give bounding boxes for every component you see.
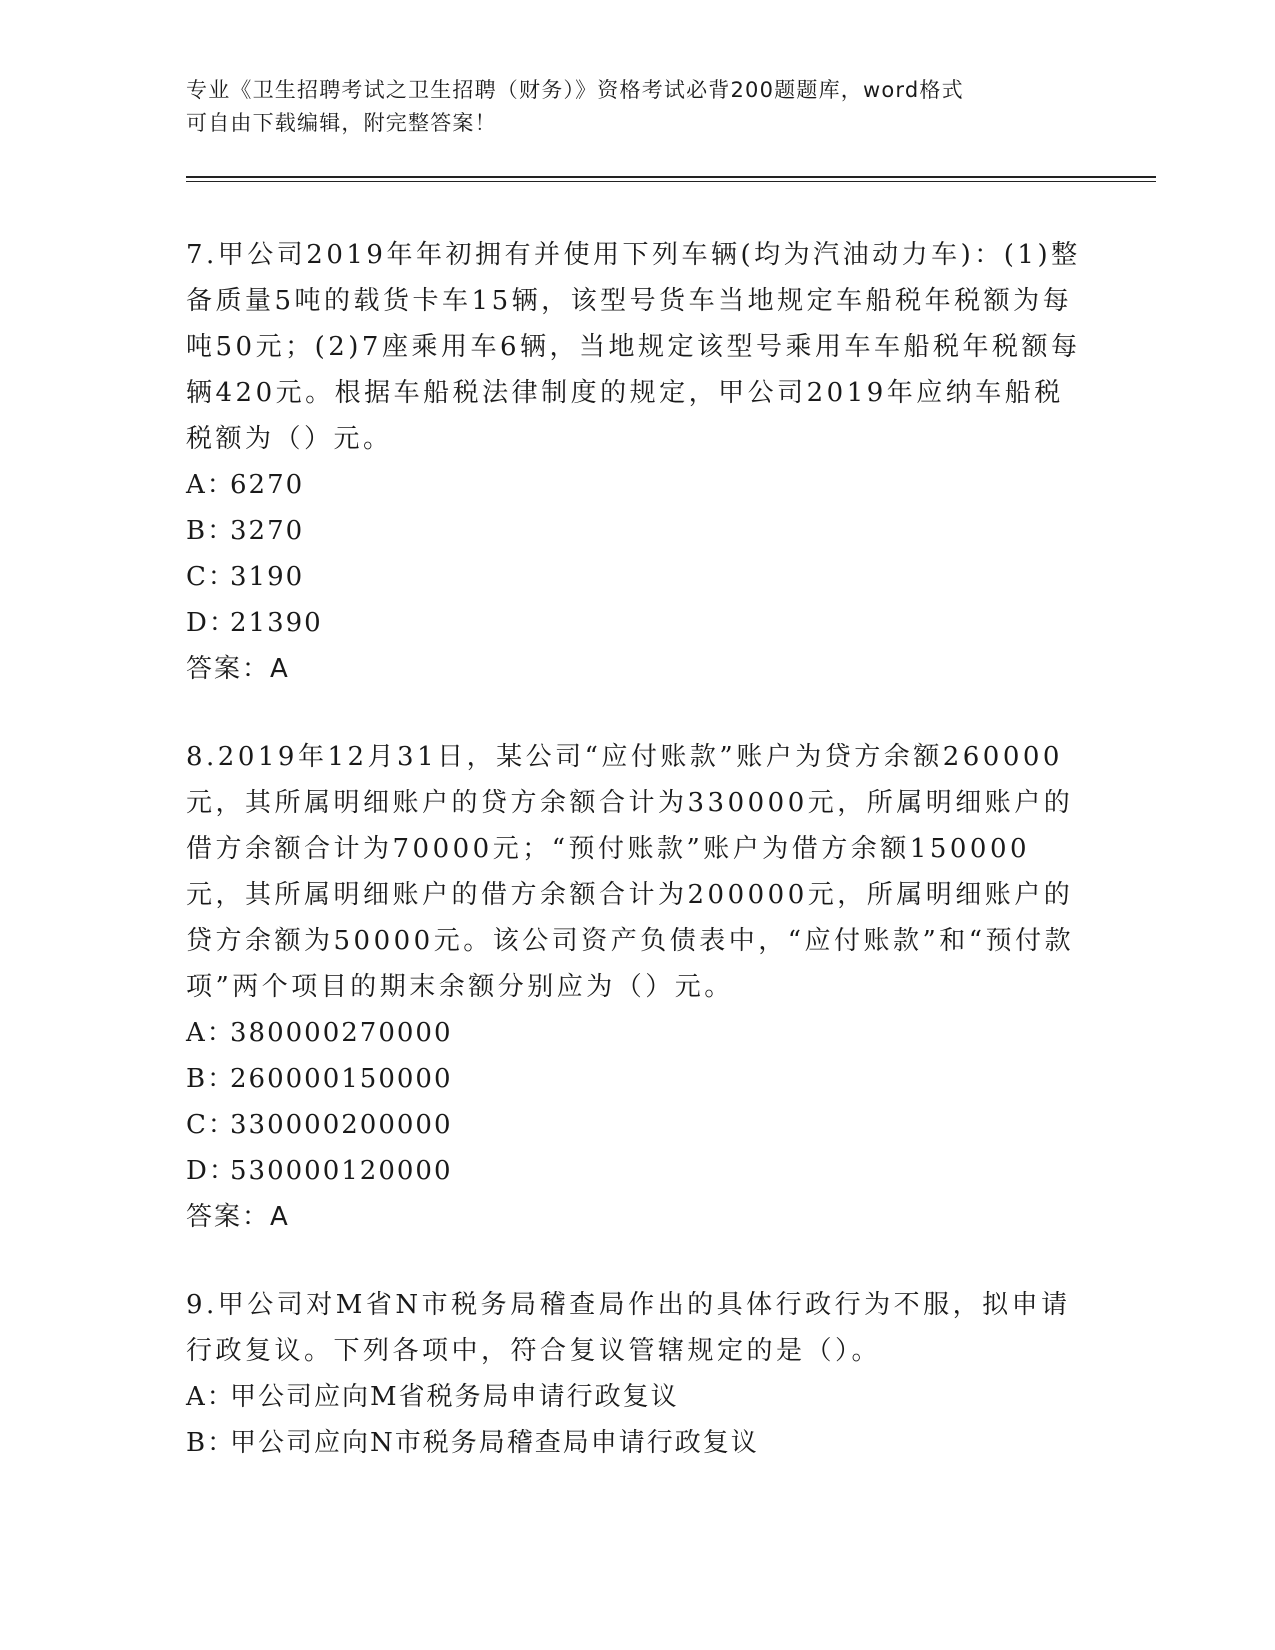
question-list xyxy=(186,232,1086,1508)
option-label: B： xyxy=(186,1428,236,1458)
option-b xyxy=(186,508,1086,554)
option-value: 3190 xyxy=(230,562,305,592)
header-line-1: 专业《卫生招聘考试之卫生招聘（财务）》资格考试必背200题题库，word格式 xyxy=(186,78,964,102)
option-a xyxy=(186,462,1086,508)
option-b xyxy=(186,1056,1086,1102)
option-label: C： xyxy=(186,1110,236,1140)
option-d xyxy=(186,600,1086,646)
answer-line: 答案：A xyxy=(186,654,290,684)
option-label: D： xyxy=(186,608,237,638)
option-value: 260000150000 xyxy=(230,1064,453,1094)
question-8 xyxy=(186,734,1086,1240)
header-divider-thin xyxy=(186,181,1156,182)
option-label: B： xyxy=(186,1064,236,1094)
question-text: 9.甲公司对M省N市税务局稽查局作出的具体行政行为不服，拟申请行政复议。下列各项中，符合复议管辖规定的是（）。 xyxy=(186,1290,1071,1366)
option-value: 380000270000 xyxy=(230,1018,453,1048)
option-d xyxy=(186,1148,1086,1194)
document-header xyxy=(186,74,1066,140)
option-value: 330000200000 xyxy=(230,1110,453,1140)
option-a xyxy=(186,1374,1086,1420)
question-text: 7.甲公司2019年年初拥有并使用下列车辆(均为汽油动力车)：(1)整备质量5吨的载货卡车15辆，该型号货车当地规定车船税年税额为每吨50元；(2)7座乘用车6辆，当地规定该型号乘用车车船税年税额每辆420元。根据车船税法律制度的规定，甲公司2019年应纳车船税税额为（）元。 xyxy=(186,240,1081,454)
option-label: A： xyxy=(186,1018,235,1048)
option-label: A： xyxy=(186,1382,235,1412)
answer-line: 答案：A xyxy=(186,1202,290,1232)
option-value: 3270 xyxy=(230,516,305,546)
question-7 xyxy=(186,232,1086,692)
option-value: 甲公司应向M省税务局申请行政复议 xyxy=(230,1382,679,1412)
option-label: D： xyxy=(186,1156,237,1186)
question-text: 8.2019年12月31日，某公司“应付账款”账户为贷方余额260000元，其所属明细账户的贷方余额合计为330000元，所属明细账户的借方余额合计为70000元；“预付账款”账户为借方余额150000元，其所属明细账户的借方余额合计为200000元，所属明细账户的贷方余额为50000元。该公司资产负债表中，“应付账款”和“预付款项”两个项目的期末余额分别应为（）元。 xyxy=(186,742,1075,1002)
header-line-2: 可自由下载编辑，附完整答案！ xyxy=(186,111,497,135)
option-value: 甲公司应向N市税务局稽查局申请行政复议 xyxy=(230,1428,759,1458)
option-c xyxy=(186,554,1086,600)
question-9 xyxy=(186,1282,1086,1466)
option-label: B： xyxy=(186,516,236,546)
option-value: 6270 xyxy=(230,470,305,500)
option-label: A： xyxy=(186,470,235,500)
option-a xyxy=(186,1010,1086,1056)
header-divider-thick xyxy=(186,176,1156,178)
option-c xyxy=(186,1102,1086,1148)
option-b xyxy=(186,1420,1086,1466)
option-label: C： xyxy=(186,562,236,592)
option-value: 21390 xyxy=(230,608,323,638)
option-value: 530000120000 xyxy=(230,1156,453,1186)
